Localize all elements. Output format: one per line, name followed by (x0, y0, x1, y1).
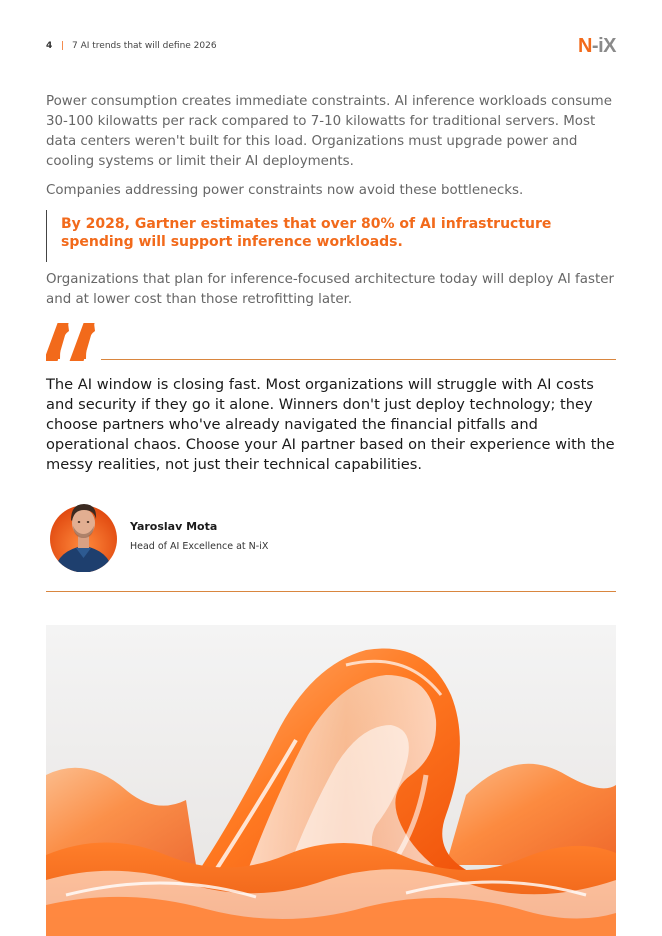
paragraph-power-consumption: Power consumption creates immediate constraints. AI inference workloads consume 30-100 kilowatts per rack compared to 7-10 kilowatts for traditional servers. Most data centers weren't built for this load. Organizations must upgrade power and cooling systems or limit their AI deployments. (46, 94, 612, 169)
paragraph-power-constraints: Companies addressing power constraints now avoid these bottlenecks. (46, 183, 524, 198)
document-title: 7 AI trends that will define 2026 (72, 41, 217, 51)
paragraph-inference-architecture: Organizations that plan for inference-focused architecture today will deploy AI faster and at lower cost than those retrofitting later. (46, 272, 614, 307)
opening-quote-icon (46, 319, 98, 363)
abstract-orange-wave-illustration (46, 625, 616, 936)
quote-divider-bottom (46, 591, 616, 592)
author-portrait (50, 496, 117, 572)
quote-text: The AI window is closing fast. Most organizations will struggle with AI costs and security if they go it alone. Winners don't just deploy technology; they choose partners who've already navigated the financial pitfalls and operational chaos. Choose your AI partner based on their experience with the messy realities, not just their technical capabilities. (46, 376, 615, 473)
callout-box (46, 210, 616, 262)
header-separator: | (61, 41, 65, 51)
nix-logo: N-iX (577, 35, 616, 57)
page-number: 4 (46, 41, 53, 51)
callout-text: By 2028, Gartner estimates that over 80% of AI infrastructure spending will support inference workloads. (61, 216, 552, 250)
author-name: Yaroslav Mota (130, 520, 218, 533)
page-header (46, 35, 616, 58)
author-role: Head of AI Excellence at N-iX (130, 541, 269, 552)
quote-divider-top (101, 359, 616, 360)
